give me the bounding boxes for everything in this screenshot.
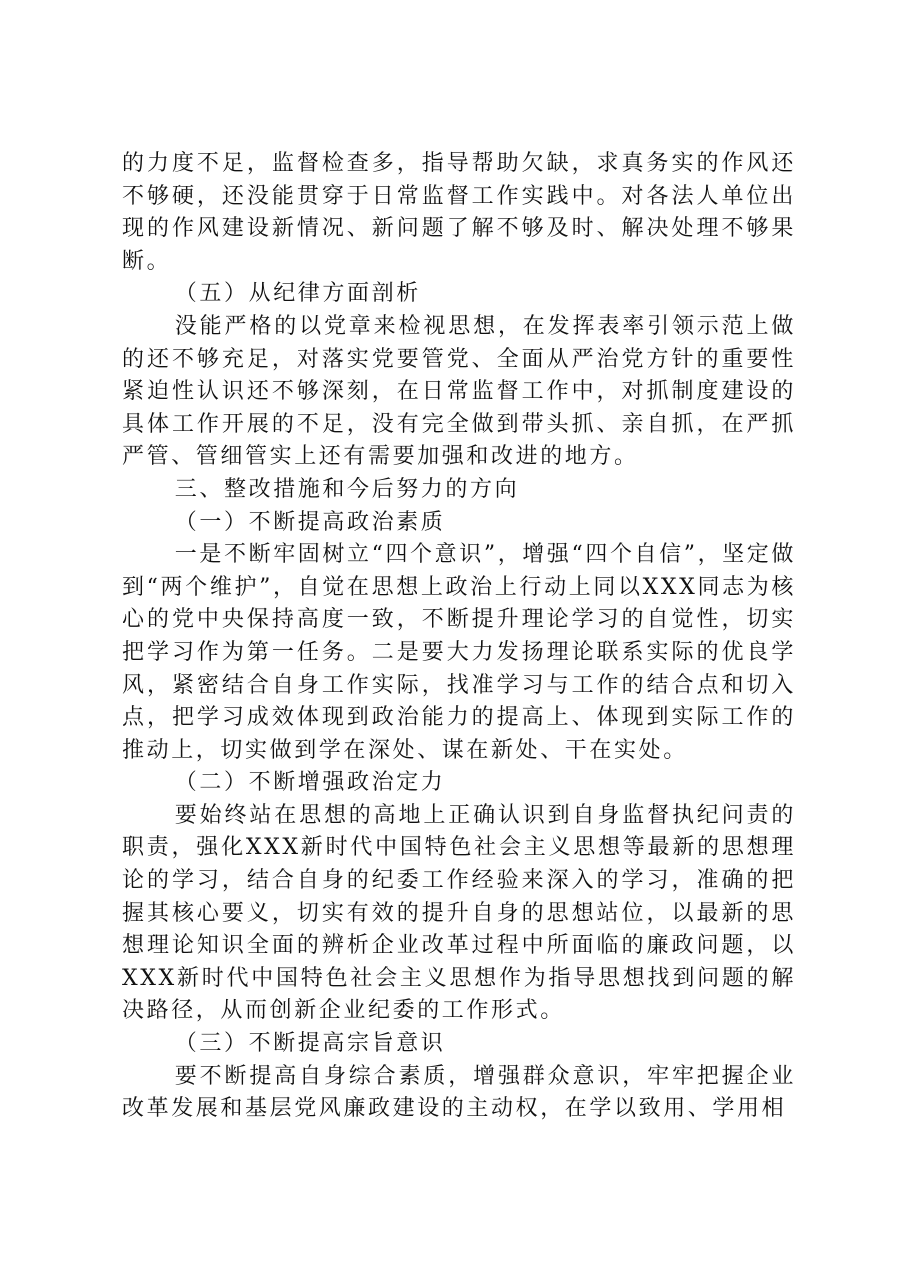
section-heading-discipline-analysis: （五）从纪律方面剖析 (174, 281, 421, 307)
section-heading-purpose-awareness: （三）不断提高宗旨意识 (174, 1031, 446, 1057)
document-body (122, 148, 796, 1126)
section-heading-political-quality: （一）不断提高政治素质 (174, 509, 446, 535)
section-heading-political-determination: （二）不断增强政治定力 (174, 770, 446, 796)
paragraph-political-quality: 一是不断牢固树立“四个意识”，增强“四个自信”，坚定做到“两个维护”，自觉在思想上政治上行动上同以XXX同志为核心的党中央保持高度一致，不断提升理论学习的自觉性，切实把学习作为第一任务。二是要大力发扬理论联系实际的优良学风，紧密结合自身工作实际，找准学习与工作的结合点和切入点，把学习成效体现到政治能力的提高上、体现到实际工作的推动上，切实做到学在深处、谋在新处、干在实处。 (122, 542, 796, 763)
paragraph-purpose-awareness: 要不断提高自身综合素质，增强群众意识，牢牢把握企业改革发展和基层党风廉政建设的主动权，在学以致用、学用相 (122, 1063, 796, 1122)
paragraph-discipline: 没能严格的以党章来检视思想，在发挥表率引领示范上做的还不够充足，对落实党要管党、全面从严治党方针的重要性紧迫性认识还不够深刻，在日常监督工作中，对抓制度建设的具体工作开展的不足，没有完全做到带头抓、亲自抓，在严抓严管、管细管实上还有需要加强和改进的地方。 (122, 313, 796, 470)
paragraph-political-determination: 要始终站在思想的高地上正确认识到自身监督执纪问责的职责，强化XXX新时代中国特色社会主义思想等最新的思想理论的学习，结合自身的纪委工作经验来深入的学习，准确的把握其核心要义，切实有效的提升自身的思想站位，以最新的思想理论知识全面的辨析企业改革过程中所面临的廉政问题，以XXX新时代中国特色社会主义思想作为指导思想找到问题的解决路径，从而创新企业纪委的工作形式。 (122, 802, 796, 1024)
section-heading-rectification: 三、整改措施和今后努力的方向 (174, 476, 520, 502)
paragraph-continued: 的力度不足，监督检查多，指导帮助欠缺，求真务实的作风还不够硬，还没能贯穿于日常监督工作实践中。对各法人单位出现的作风建设新情况、新问题了解不够及时、解决处理不够果断。 (122, 151, 796, 274)
